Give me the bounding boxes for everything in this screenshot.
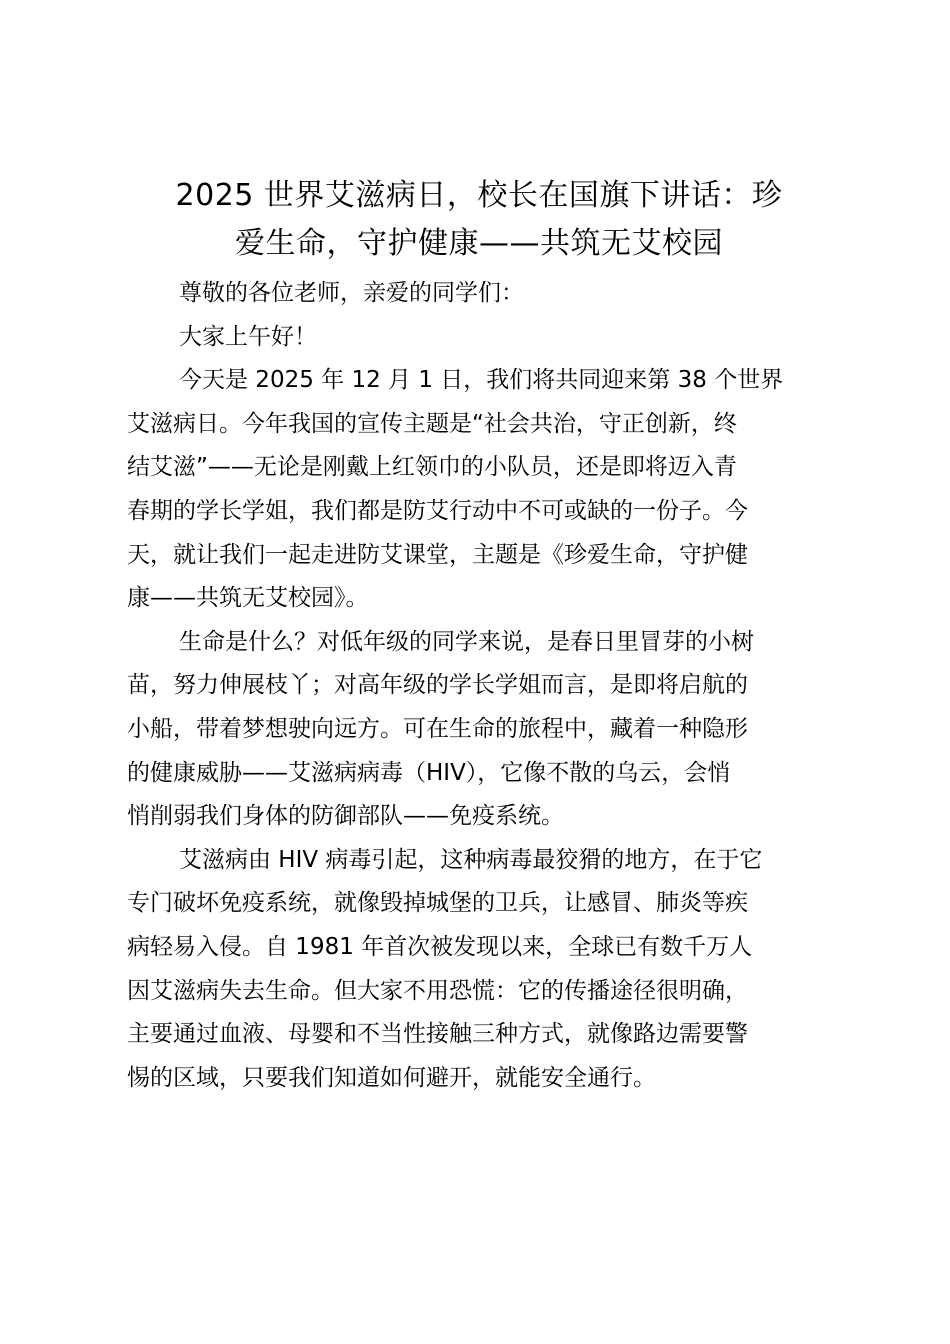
- paragraph-line: 因艾滋病失去生命。但大家不用恐慌：它的传播途径很明确，: [127, 977, 748, 1004]
- paragraph-line: 专门破坏免疫系统，就像毁掉城堡的卫兵，让感冒、肺炎等疾: [127, 890, 748, 917]
- title-line: 爱生命，守护健康——共筑无艾校园: [235, 226, 723, 261]
- salutation: 尊敬的各位老师，亲爱的同学们：: [179, 280, 524, 306]
- document-page: [127, 172, 831, 1100]
- paragraph-line: 苗，努力伸展枝丫；对高年级的学长学姐而言，是即将启航的: [127, 672, 748, 699]
- paragraph-line: 结艾滋”——无论是刚戴上红领巾的小队员，还是即将迈入青: [127, 454, 737, 481]
- paragraph-2: [127, 621, 831, 839]
- greeting: 大家上午好！: [179, 323, 317, 350]
- paragraph-line: 康——共筑无艾校园》。: [127, 585, 369, 612]
- paragraph-1: [127, 359, 831, 621]
- paragraph-line: 生命是什么？对低年级的同学来说，是春日里冒芽的小树: [179, 628, 754, 655]
- paragraph-line: 艾滋病由 HIV 病毒引起，这种病毒最狡猾的地方，在于它: [179, 846, 763, 873]
- title-line: 2025 世界艾滋病日，校长在国旗下讲话：珍: [175, 178, 783, 213]
- paragraph-line: 艾滋病日。今年我国的宣传主题是“社会共治，守正创新，终: [127, 410, 737, 437]
- paragraph-line: 悄削弱我们身体的防御部队——免疫系统。: [127, 803, 564, 830]
- paragraph-line: 春期的学长学姐，我们都是防艾行动中不可或缺的一份子。今: [127, 497, 748, 524]
- paragraph-line: 主要通过血液、母婴和不当性接触三种方式，就像路边需要警: [127, 1021, 748, 1048]
- paragraph-line: 天，就让我们一起走进防艾课堂，主题是《珍爱生命，守护健: [127, 541, 748, 568]
- paragraph-line: 今天是 2025 年 12 月 1 日，我们将共同迎来第 38 个世界: [179, 367, 784, 394]
- paragraph-3: [127, 839, 831, 1101]
- document-title: [127, 172, 831, 268]
- paragraph-line: 小船，带着梦想驶向远方。可在生命的旅程中，藏着一种隐形: [127, 715, 748, 742]
- paragraph-line: 惕的区域，只要我们知道如何避开，就能安全通行。: [127, 1064, 656, 1091]
- paragraph-line: 病轻易入侵。自 1981 年首次被发现以来，全球已有数千万人: [127, 933, 753, 960]
- paragraph-line: 的健康威胁——艾滋病病毒（HIV），它像不散的乌云，会悄: [127, 759, 731, 786]
